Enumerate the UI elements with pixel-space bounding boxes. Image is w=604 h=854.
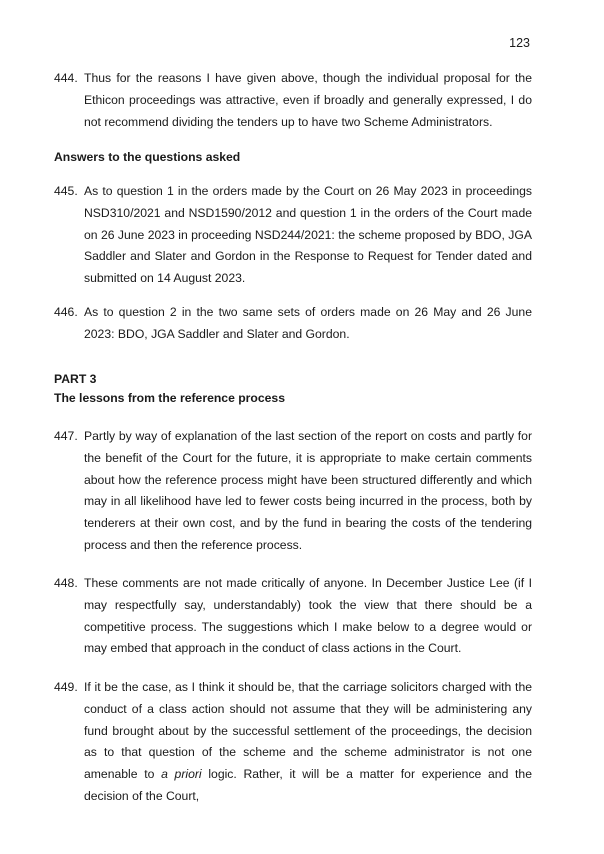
paragraph-448 xyxy=(54,573,532,660)
paragraph-446 xyxy=(54,302,532,346)
paragraph-number: 448. xyxy=(54,576,78,590)
paragraph-text: Thus for the reasons I have given above, though the individual proposal for the Ethicon proceedings was attractive, even if broadly and generally expressed, I do not recommend dividing the tenders up to have two Scheme Administrators. xyxy=(84,71,532,129)
paragraph-number: 447. xyxy=(54,429,78,443)
paragraph-text xyxy=(84,677,532,808)
paragraph-number: 446. xyxy=(54,305,78,319)
page-number: 123 xyxy=(509,36,530,50)
paragraph-text-part: If it be the case, as I think it should be, that the carriage solicitors charged with the conduct of a class action should not assume that they will be administering any fund brought about by the successful settlement of the proceedings, the decision as to that question of the scheme and the scheme administrator is not one amenable to xyxy=(84,680,532,782)
paragraph-text: As to question 1 in the orders made by the Court on 26 May 2023 in proceedings NSD310/2021 and NSD1590/2012 and question 1 in the orders of the Court made on 26 June 2023 in proceeding NSD244/2021: the scheme proposed by BDO, JGA Saddler and Slater and Gordon in the Response to Request for Tender dated and submitted on 14 August 2023. xyxy=(84,184,532,286)
paragraph-text: Partly by way of explanation of the last section of the report on costs and partly for the benefit of the Court for the future, it is appropriate to make certain comments about how the reference process might have been structured differently and which may in all likelihood have led to fewer costs being incurred in the process, both by tenderers at their own cost, and by the fund in bearing the costs of the tendering process and then the reference process. xyxy=(84,429,532,552)
paragraph-number: 449. xyxy=(54,680,78,694)
section-heading-answers: Answers to the questions asked xyxy=(54,150,241,164)
paragraph-text: These comments are not made critically of anyone. In December Justice Lee (if I may respectfully say, understandably) took the view that there should be a competitive process. The suggestions which I make below to a degree would or may embed that approach in the conduct of class actions in the Court. xyxy=(84,576,532,656)
part-heading: PART 3 xyxy=(54,372,97,386)
section-heading-lessons: The lessons from the reference process xyxy=(54,391,285,405)
paragraph-449 xyxy=(54,677,532,808)
paragraph-number: 445. xyxy=(54,184,78,198)
paragraph-445 xyxy=(54,181,532,290)
paragraph-447 xyxy=(54,426,532,557)
latin-phrase: a priori xyxy=(161,767,202,782)
paragraph-text-part: logic. Rather, it will be a matter for experience and the decision of the Court, xyxy=(84,767,532,803)
paragraph-text: As to question 2 in the two same sets of orders made on 26 May and 26 June 2023: BDO, JGA Saddler and Slater and Gordon. xyxy=(84,305,532,341)
paragraph-number: 444. xyxy=(54,71,78,85)
paragraph-444 xyxy=(54,68,532,133)
